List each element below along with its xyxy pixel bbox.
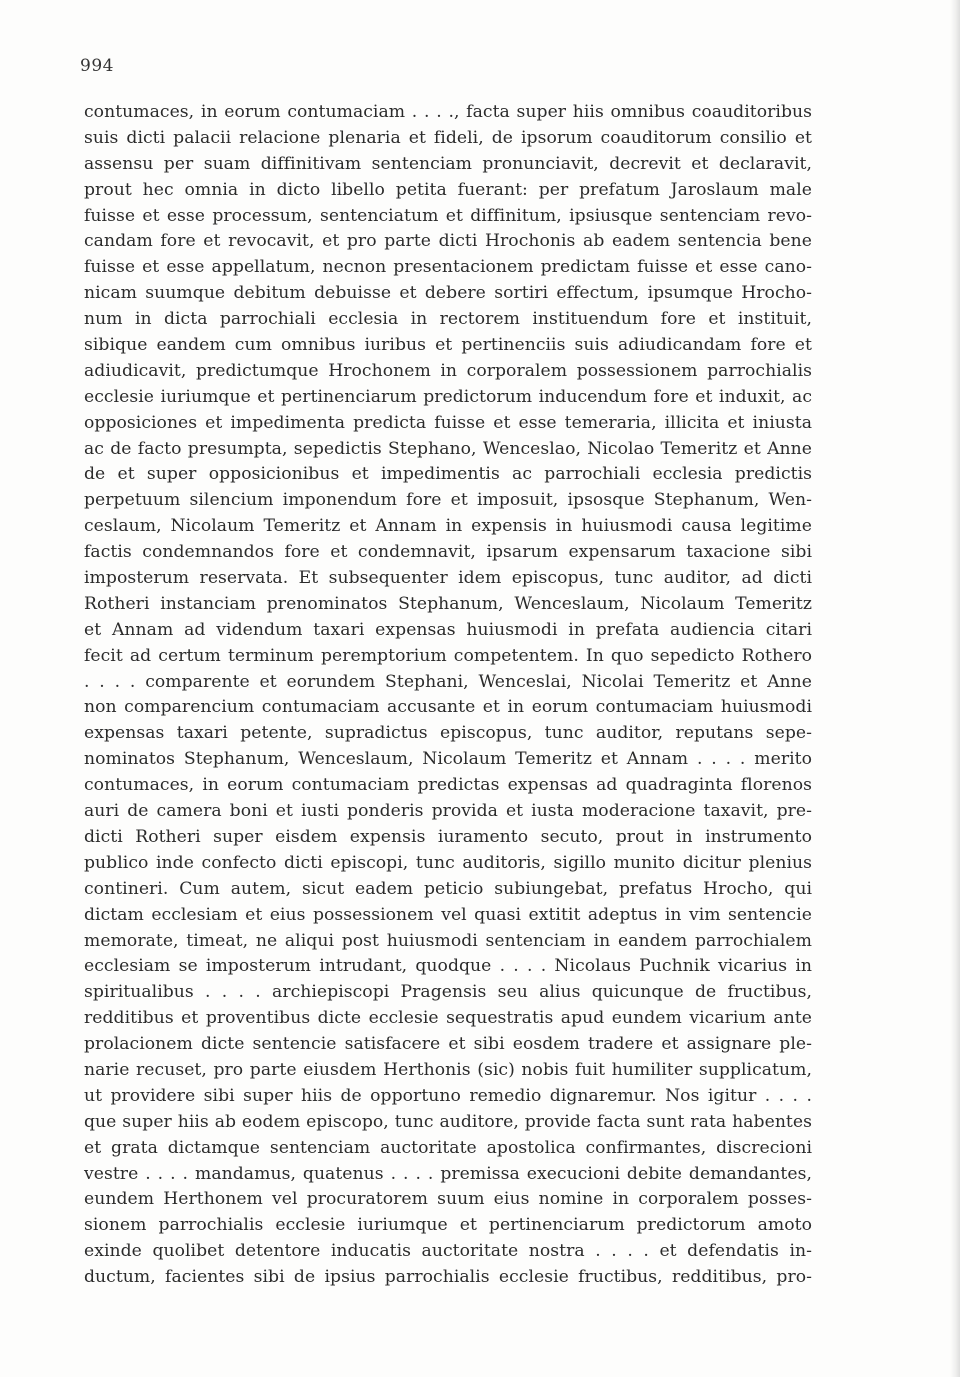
text-line: ductum, facientes sibi de ipsius parrochialis ecclesie fructibus, redditibus, pro- bbox=[84, 1267, 812, 1288]
text-line: spiritualibus . . . . archiepiscopi Pragensis seu alius quicunque de fructibus, bbox=[84, 982, 812, 1003]
text-line: assensu per suam diffinitivam sentenciam pronunciavit, decrevit et declaravit, bbox=[84, 153, 812, 174]
text-line: que super hiis ab eodem episcopo, tunc auditore, provide facta sunt rata habentes bbox=[84, 1111, 812, 1132]
text-line: fecit ad certum terminum peremptorium competentem. In quo sepedicto Rothero bbox=[84, 645, 812, 666]
text-line: redditibus et proventibus dicte ecclesie sequestratis apud eundem vicarium ante bbox=[84, 1008, 812, 1029]
text-line: factis condemnandos fore et condemnavit, ipsarum expensarum taxacione sibi bbox=[84, 542, 812, 563]
text-line: ecclesiam se imposterum intrudant, quodque . . . . Nicolaus Puchnik vicarius in bbox=[84, 956, 812, 977]
text-line: de et super opposicionibus et impedimentis ac parrochiali ecclesia predictis bbox=[84, 464, 812, 485]
text-line: memorate, timeat, ne aliqui post huiusmodi sentenciam in eandem parrochialem bbox=[84, 930, 812, 951]
page-number: 994 bbox=[80, 56, 114, 76]
text-line: publico inde confecto dicti episcopi, tunc auditoris, sigillo munito dicitur plenius bbox=[84, 852, 812, 873]
text-line: nominatos Stephanum, Wenceslaum, Nicolaum Temeritz et Annam . . . . merito bbox=[84, 749, 812, 770]
text-line: et grata dictamque sentenciam auctoritate apostolica confirmantes, discrecioni bbox=[84, 1137, 812, 1158]
text-line: exinde quolibet detentore inducatis auctoritate nostra . . . . et defendatis in- bbox=[84, 1241, 812, 1262]
text-line: prolacionem dicte sentencie satisfacere et sibi eosdem tradere et assignare ple- bbox=[84, 1034, 812, 1055]
text-line: narie recuset, pro parte eiusdem Herthonis (sic) nobis fuit humiliter supplicatum, bbox=[84, 1059, 812, 1080]
text-line: auri de camera boni et iusti ponderis provida et iusta moderacione taxavit, pre- bbox=[84, 801, 812, 822]
body-text bbox=[84, 100, 812, 1291]
text-line: fuisse et esse processum, sentenciatum et diffinitum, ipsiusque sentenciam revo- bbox=[84, 205, 812, 226]
text-line: expensas taxari petente, supradictus episcopus, tunc auditor, reputans sepe- bbox=[84, 723, 812, 744]
text-line: et Annam ad videndum taxari expensas huiusmodi in prefata audiencia citari bbox=[84, 619, 812, 640]
text-line: candam fore et revocavit, et pro parte dicti Hrochonis ab eadem sentencia bene bbox=[84, 231, 812, 252]
text-line: vestre . . . . mandamus, quatenus . . . . premissa execucioni debite demandantes, bbox=[84, 1163, 812, 1184]
text-line: fuisse et esse appellatum, necnon presentacionem predictam fuisse et esse cano- bbox=[84, 257, 812, 278]
text-line: ac de facto presumpta, sepedictis Stephano, Wenceslao, Nicolao Temeritz et Anne bbox=[84, 438, 812, 459]
text-line: Rotheri instanciam prenominatos Stephanum, Wenceslaum, Nicolaum Temeritz bbox=[84, 593, 812, 614]
text-line: . . . . comparente et eorundem Stephani, Wenceslai, Nicolai Temeritz et Anne bbox=[84, 671, 812, 692]
text-line: suis dicti palacii relacione plenaria et fideli, de ipsorum coauditorum consilio et bbox=[84, 127, 812, 148]
text-line: imposterum reservata. Et subsequenter idem episcopus, tunc auditor, ad dicti bbox=[84, 568, 812, 589]
text-line: adiudicavit, predictumque Hrochonem in corporalem possessionem parrochialis bbox=[84, 360, 812, 381]
page-edge-shadow bbox=[950, 0, 960, 1377]
text-line: perpetuum silencium imponendum fore et imposuit, ipsosque Stephanum, Wen- bbox=[84, 490, 812, 511]
text-line: opposiciones et impedimenta predicta fuisse et esse temeraria, illicita et iniusta bbox=[84, 412, 812, 433]
text-line: prout hec omnia in dicto libello petita fuerant: per prefatum Jaroslaum male bbox=[84, 179, 812, 200]
text-line: dictam ecclesiam et eius possessionem vel quasi extitit adeptus in vim sentencie bbox=[84, 904, 812, 925]
text-line: dicti Rotheri super eisdem expensis iuramento secuto, prout in instrumento bbox=[84, 826, 812, 847]
text-line: nicam suumque debitum debuisse et debere sortiri effectum, ipsumque Hrocho- bbox=[84, 283, 812, 304]
text-line: contumaces, in eorum contumaciam predictas expensas ad quadraginta florenos bbox=[84, 775, 812, 796]
text-line: contineri. Cum autem, sicut eadem peticio subiungebat, prefatus Hrocho, qui bbox=[84, 878, 812, 899]
text-line: ecclesie iuriumque et pertinenciarum predictorum inducendum fore et induxit, ac bbox=[84, 386, 812, 407]
text-line: non comparencium contumaciam accusante et in eorum contumaciam huiusmodi bbox=[84, 697, 812, 718]
text-line: num in dicta parrochiali ecclesia in rectorem instituendum fore et instituit, bbox=[84, 309, 812, 330]
text-line: sionem parrochialis ecclesie iuriumque et pertinenciarum predictorum amoto bbox=[84, 1215, 812, 1236]
text-line: eundem Herthonem vel procuratorem suum eius nomine in corporalem posses- bbox=[84, 1189, 812, 1210]
text-line: sibique eandem cum omnibus iuribus et pertinenciis suis adiudicandam fore et bbox=[84, 335, 812, 356]
text-line: ceslaum, Nicolaum Temeritz et Annam in expensis in huiusmodi causa legitime bbox=[84, 516, 812, 537]
text-line: contumaces, in eorum contumaciam . . . ., facta super hiis omnibus coauditoribus bbox=[84, 102, 812, 122]
text-line: ut providere sibi super hiis de opportuno remedio dignaremur. Nos igitur . . . . bbox=[84, 1085, 812, 1106]
